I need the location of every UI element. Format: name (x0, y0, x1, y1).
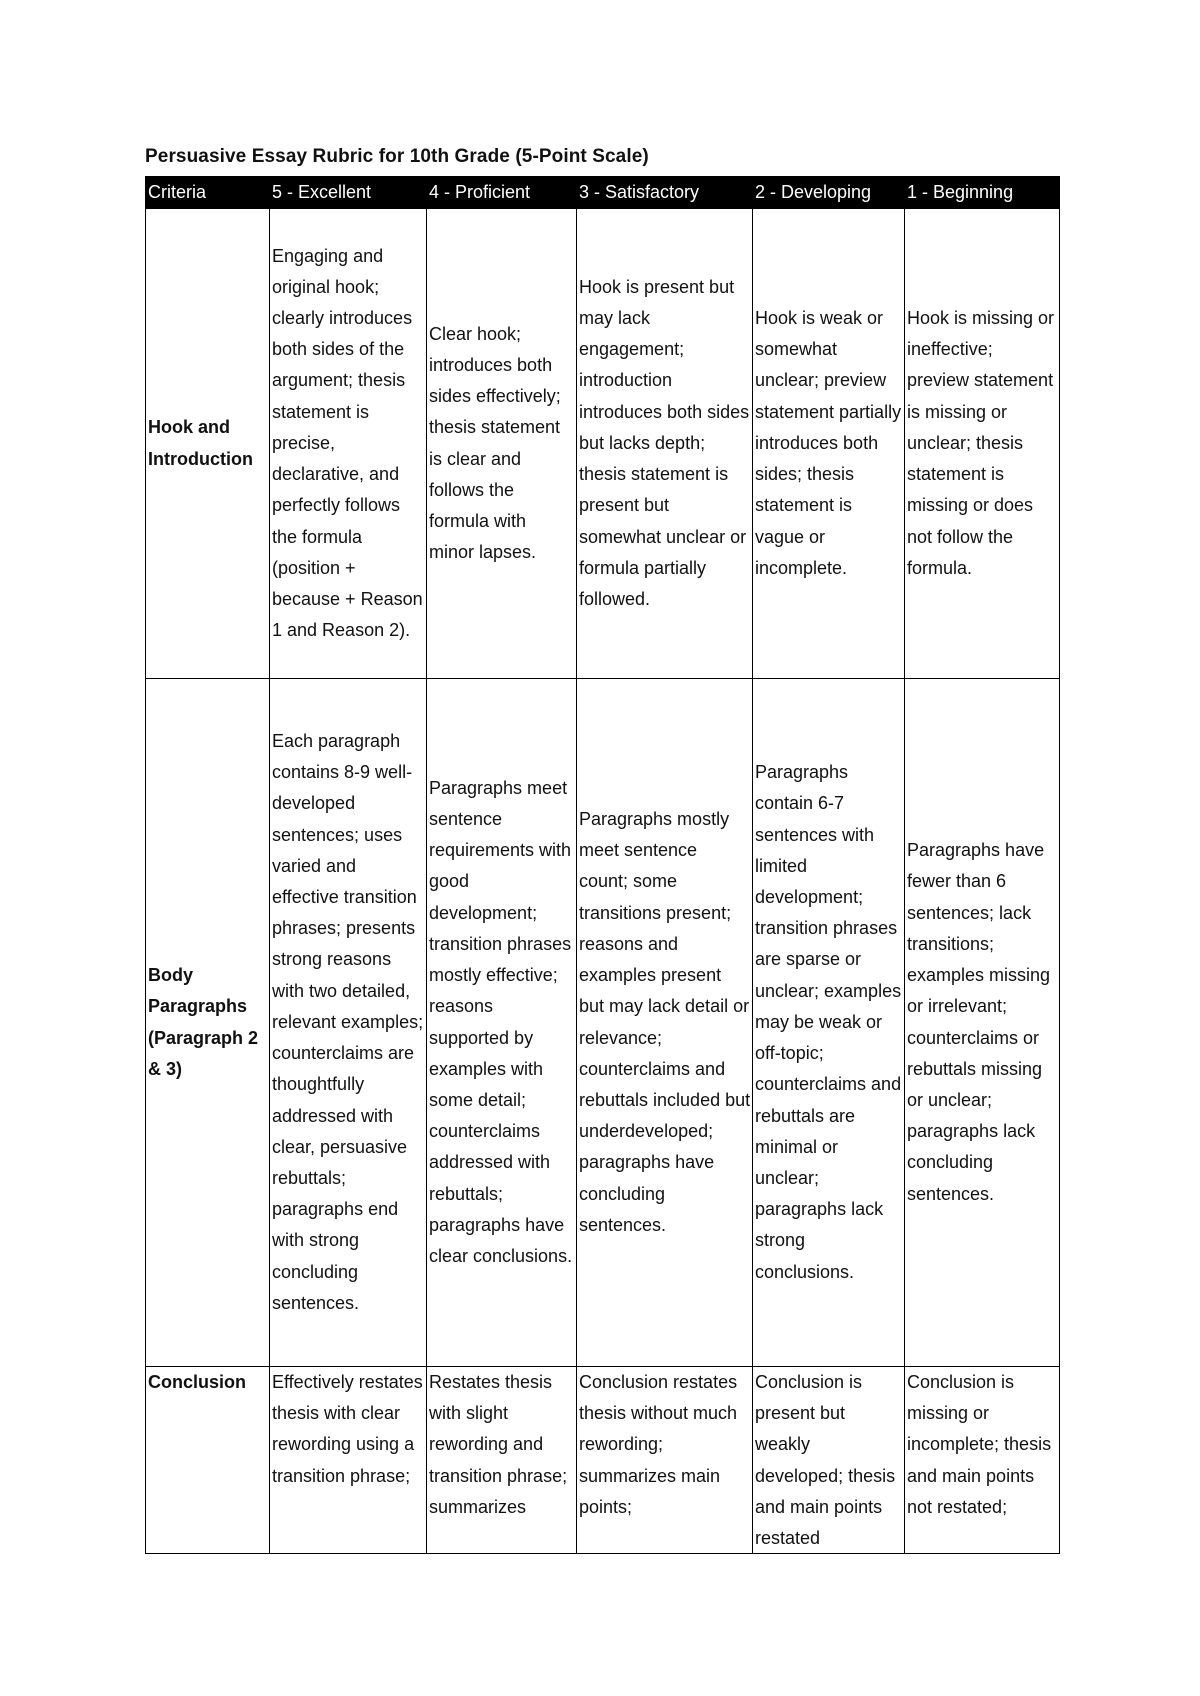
header-row (146, 177, 1060, 209)
criteria-cell (146, 1367, 270, 1554)
rubric-cell (270, 1367, 427, 1554)
rubric-cell (577, 209, 753, 679)
cell-text: Clear hook; introduces both sides effectively; thesis statement is clear and follows the formula with minor lapses. (429, 323, 561, 563)
cell-text: Hook is weak or somewhat unclear; preview statement partially introduces both sides; thesis statement is vague or incomplete. (755, 308, 902, 578)
cell-text: Conclusion is missing or incomplete; thesis and main points not restated; (907, 1372, 1052, 1517)
rubric-cell (753, 209, 905, 679)
rubric-cell (577, 679, 753, 1367)
rubric-cell (577, 1367, 753, 1554)
rubric-table (145, 176, 1060, 1554)
header-proficient: 4 - Proficient (427, 177, 577, 209)
header-excellent: 5 - Excellent (270, 177, 427, 209)
header-criteria: Criteria (146, 177, 270, 209)
cell-text: Restates thesis with slight rewording and transition phrase; summarizes (429, 1372, 568, 1517)
criteria-cell (146, 209, 270, 679)
cell-text: Hook is present but may lack engagement; introduction introduces both sides but lacks depth; thesis statement is present but somewhat unclear or formula partially followed. (579, 276, 750, 609)
criteria-label: Hook and Introduction (148, 417, 253, 469)
criteria-cell (146, 679, 270, 1367)
rubric-cell (905, 679, 1060, 1367)
rubric-cell (427, 1367, 577, 1554)
rubric-cell (753, 1367, 905, 1554)
rubric-cell (905, 209, 1060, 679)
rubric-title: Persuasive Essay Rubric for 10th Grade (5-Point Scale) (145, 146, 649, 167)
table-row (146, 209, 1060, 679)
header-developing: 2 - Developing (753, 177, 905, 209)
cell-text: Each paragraph contains 8-9 well-developed sentences; uses varied and effective transition phrases; presents strong reasons with two detailed, relevant examples; counterclaims are thoughtfully addressed with clear, persuasive rebuttals; paragraphs end with strong concluding sentences. (272, 731, 424, 1313)
rubric-cell (270, 209, 427, 679)
criteria-label: Conclusion (148, 1372, 246, 1392)
header-beginning: 1 - Beginning (905, 177, 1060, 209)
table-row (146, 679, 1060, 1367)
rubric-cell (427, 679, 577, 1367)
rubric-cell (270, 679, 427, 1367)
cell-text: Conclusion restates thesis without much rewording; summarizes main points; (579, 1372, 738, 1517)
cell-text: Hook is missing or ineffective; preview statement is missing or unclear; thesis statement is missing or does not follow the formula. (907, 308, 1055, 578)
cell-text: Effectively restates thesis with clear rewording using a transition phrase; (272, 1372, 423, 1486)
criteria-label: Body Paragraphs (Paragraph 2 & 3) (148, 965, 259, 1079)
rubric-cell (427, 209, 577, 679)
cell-text: Conclusion is present but weakly developed; thesis and main points restated (755, 1372, 896, 1549)
rubric-cell (753, 679, 905, 1367)
cell-text: Engaging and original hook; clearly introduces both sides of the argument; thesis statement is precise, declarative, and perfectly follows the formula (position + because + Reason 1 and Reason 2). (272, 245, 423, 641)
cell-text: Paragraphs contain 6-7 sentences with limited development; transition phrases are sparse or unclear; examples may be weak or off-topic; counterclaims and rebuttals are minimal or unclear; paragraphs lack strong conclusions. (755, 762, 902, 1282)
header-satisfactory: 3 - Satisfactory (577, 177, 753, 209)
cell-text: Paragraphs have fewer than 6 sentences; lack transitions; examples missing or irrelevant; counterclaims or rebuttals missing or unclear; paragraphs lack concluding sentences. (907, 840, 1051, 1204)
cell-text: Paragraphs meet sentence requirements with good development; transition phrases mostly effective; reasons supported by examples with some detail; counterclaims addressed with rebuttals; paragraphs have clear conclusions. (429, 777, 573, 1266)
table-row (146, 1367, 1060, 1554)
cell-text: Paragraphs mostly meet sentence count; some transitions present; reasons and examples present but may lack detail or relevance; counterclaims and rebuttals included but underdeveloped; paragraphs have concluding sentences. (579, 809, 751, 1235)
rubric-cell (905, 1367, 1060, 1554)
